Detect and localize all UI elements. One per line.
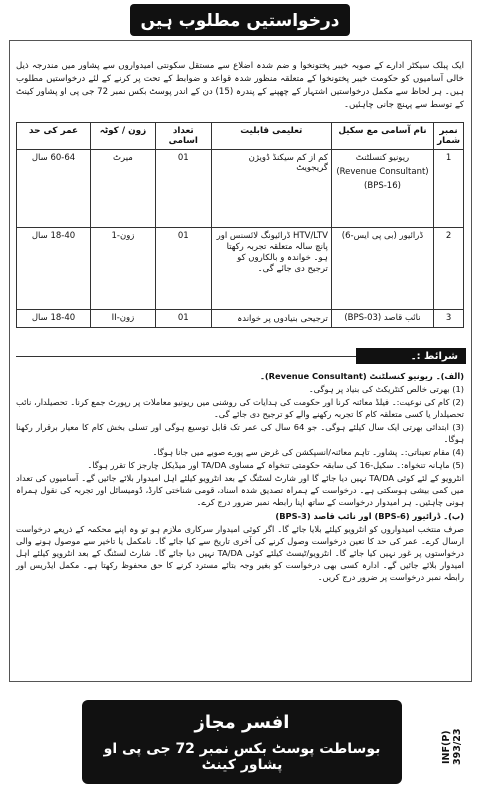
row-age: 18-40 سال — [17, 310, 91, 328]
intro-paragraph: ایک پبلک سیکٹر ادارے کے صوبہ خیبر پختونخوا و ضم شدہ اضلاع سے مستقل سکونتی امیدواروں سے پشاور میں مندرجہ ذیل خالی آسامیوں کو حکومت خیبر پختونخوا کے متعلقہ منظور شدہ قواعد و ضوابط کے تحت پر کرنے کے لئے درخواستیں مطلوب ہیں۔ ہر لحاظ سے مکمل درخواستیں اشتہار کے چھپنے کے پندرہ (15) دن کے اندر پوسٹ بکس نمبر 72 جی پی او پشاور کینٹ کے توسط سے پہنچ جانی چاہئیں۔ — [16, 61, 464, 110]
row-qualification: کم از کم سیکنڈ ڈویژن گریجویٹ — [211, 150, 331, 228]
conditions-divider — [16, 356, 356, 357]
row-qualification: HTV/LTV ڈرائیونگ لائسنس اور پانچ سالہ متعلقہ تجربہ رکھتا ہو۔ خواندہ و بالکاروں کو ترجیح دی جائے گی۔ — [211, 228, 331, 310]
row-zone: زون-1 — [91, 228, 156, 310]
row-zone: میرٹ — [91, 150, 156, 228]
header-post-name: نام آسامی مع سکیل — [331, 123, 433, 150]
post-scale: (BPS-16) — [364, 181, 401, 191]
section-b-heading: (ب)۔ ڈرائیور (BPS-6) اور نائب قاصد (BPS-3) — [275, 511, 464, 521]
table-header-row — [17, 123, 464, 150]
condition-a4: (4) مقام تعیناتی:۔ پشاور۔ تاہم معائنہ/انسپکشن کی غرض سے پورے صوبے میں جانا ہوگا۔ — [152, 447, 464, 457]
conditions-body — [16, 370, 464, 584]
table-row — [17, 228, 464, 310]
row-age: 18-40 سال — [17, 228, 91, 310]
row-count: 01 — [155, 228, 211, 310]
reference-number: INF(P) 393/23 — [441, 728, 463, 766]
post-name-urdu: ریونیو کنسلٹنٹ — [355, 153, 410, 163]
page-title: درخواستیں مطلوب ہیں — [130, 4, 350, 36]
officer-box — [82, 700, 402, 784]
header-qualification: تعلیمی قابلیت — [211, 123, 331, 150]
row-count: 01 — [155, 310, 211, 328]
row-post-name: نائب قاصد (BPS-03) — [331, 310, 433, 328]
post-name-english: (Revenue Consultant) — [336, 167, 429, 177]
row-serial: 2 — [434, 228, 464, 310]
row-qualification: ترجیحی بنیادوں پر خواندہ — [211, 310, 331, 328]
row-post-name — [331, 150, 433, 228]
table-row — [17, 310, 464, 328]
table-row — [17, 150, 464, 228]
header-age: عمر کی حد — [17, 123, 91, 150]
condition-a2: (2) کام کی نوعیت:۔ فیلڈ معائنہ کرنا اور حکومت کی ہدایات کی روشنی میں ریونیو معاملات پر رپورٹ جمع کرنا۔ تحصیلدار، نائب تحصیلدار یا کسی متعلقہ کام کا تجربہ رکھنے والے کو ترجیح دی جائے گی۔ — [16, 397, 464, 419]
condition-b1: صرف منتخب امیدواروں کو انٹرویو کیلئے بلایا جائے گا۔ اگر کوئی امیدوار سرکاری ملازم ہو تو وہ اپنے محکمہ کے ذریعے درخواست ارسال کرے۔ عمر کی حد کا تعین درخواست وصول کرنے کی آخری تاریخ سے کیا جائے گا۔ نامکمل یا تاخیر سے موصول ہونے والی درخواستوں پر غور نہیں کیا جائے گا۔ انٹرویو/ٹیسٹ کیلئے کوئی TA/DA نہیں دیا جائے گا۔ شارٹ لسٹنگ کے بعد انٹرویو کیلئے اہل امیدوار بلائے جائیں گے۔ ادارہ کسی بھی درخواست کو بغیر وجہ بتائے مسترد کرنے کا حق محفوظ رکھتا ہے۔ مکمل ایڈریس اور رابطہ نمبر درخواست پر ضرور درج کریں۔ — [16, 524, 464, 582]
condition-a3: (3) ابتدائی بھرتی ایک سال کیلئے ہوگی۔ جو 64 سال کی عمر تک قابل توسیع ہوگی اور تسلی بخش کام کا معیار برقرار رکھنا ہوگا۔ — [16, 422, 464, 444]
condition-a1: (1) بھرتی خالص کنٹریکٹ کی بنیاد پر ہوگی۔ — [308, 384, 464, 394]
header-zone: زون / کوٹہ — [91, 123, 156, 150]
row-zone: زون-II — [91, 310, 156, 328]
row-count: 01 — [155, 150, 211, 228]
row-age: 60-64 سال — [17, 150, 91, 228]
header-count: تعداد اسامی — [155, 123, 211, 150]
row-post-name: ڈرائیور (بی پی ایس-6) — [331, 228, 433, 310]
section-a-heading: (الف)۔ ریونیو کنسلٹنٹ (Revenue Consultant)۔ — [260, 371, 464, 381]
conditions-heading: شرائط :۔ — [356, 348, 466, 364]
posts-table — [16, 122, 464, 328]
header-serial: نمبر شمار — [434, 123, 464, 150]
officer-address: بوساطت پوسٹ بکس نمبر 72 جی پی او پشاور کینٹ — [103, 741, 381, 773]
condition-a6: انٹرویو کے لئے کوئی TA/DA نہیں دیا جائے گا اور شارٹ لسٹنگ کے بعد انٹرویو کیلئے اہل امیدوار بلائے جائیں گے۔ آسامیوں کی تعداد میں کمی بیشی ہوسکتی ہے۔ درخواست کے ہمراہ تصدیق شدہ اسناد، قومی شناختی کارڈ، ڈومیسائل اور تجربہ کی نقول ہمراہ ہونی چاہئیں۔ ہر امیدوار درخواست کے ساتھ اپنا رابطہ نمبر ضرور درج کرے۔ — [16, 473, 465, 507]
condition-a5: (5) ماہانہ تنخواہ:۔ سکیل-16 کی سابقہ حکومتی تنخواہ کے مساوی TA/DA اور میڈیکل چارجز کا تقرر ہوگا۔ — [87, 460, 464, 470]
row-serial: 3 — [434, 310, 464, 328]
row-serial: 1 — [434, 150, 464, 228]
officer-title: افسر مجاز — [194, 712, 290, 733]
